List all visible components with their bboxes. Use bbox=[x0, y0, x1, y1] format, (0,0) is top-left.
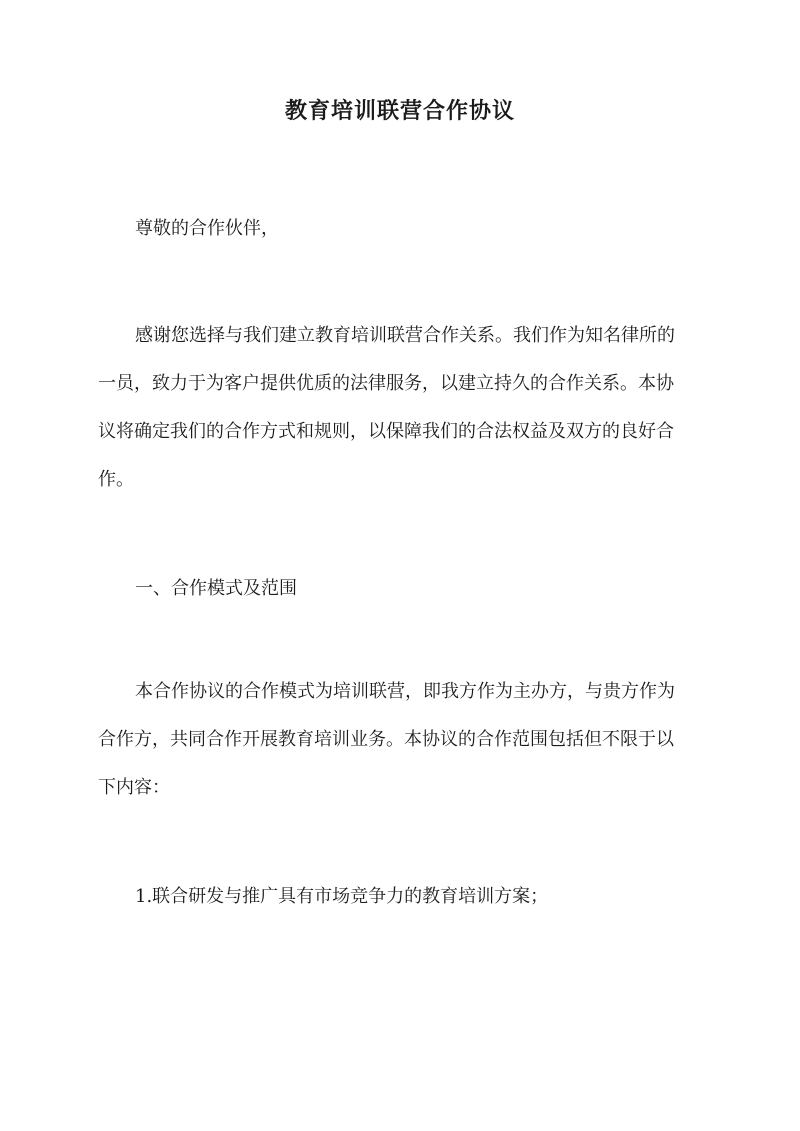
intro-line-3: 议将确定我们的合作方式和规则，以保障我们的合法权益及双方的良好合 bbox=[98, 421, 674, 442]
section-heading-1 bbox=[98, 565, 702, 613]
document-title: 教育培训联营合作协议 bbox=[284, 98, 515, 124]
cooperation-mode-paragraph bbox=[98, 668, 702, 812]
section-heading-1-text: 一、合作模式及范围 bbox=[135, 578, 297, 599]
intro-line-4: 作。 bbox=[98, 469, 134, 490]
scope-item-1-text: 1.联合研发与推广具有市场竞争力的教育培训方案； bbox=[135, 886, 549, 907]
salutation-line: 尊敬的合作伙伴， bbox=[135, 218, 279, 239]
intro-line-2: 一员，致力于为客户提供优质的法律服务，以建立持久的合作关系。本协 bbox=[98, 373, 674, 394]
scope-item-1 bbox=[98, 873, 702, 921]
intro-paragraph bbox=[98, 312, 702, 504]
salutation bbox=[98, 205, 702, 253]
intro-line-1: 感谢您选择与我们建立教育培训联营合作关系。我们作为知名律所的 bbox=[135, 325, 675, 346]
mode-line-1: 本合作协议的合作模式为培训联营，即我方作为主办方，与贵方作为 bbox=[135, 681, 675, 702]
mode-line-3: 下内容： bbox=[98, 777, 170, 798]
mode-line-2: 合作方，共同合作开展教育培训业务。本协议的合作范围包括但不限于以 bbox=[98, 729, 674, 750]
